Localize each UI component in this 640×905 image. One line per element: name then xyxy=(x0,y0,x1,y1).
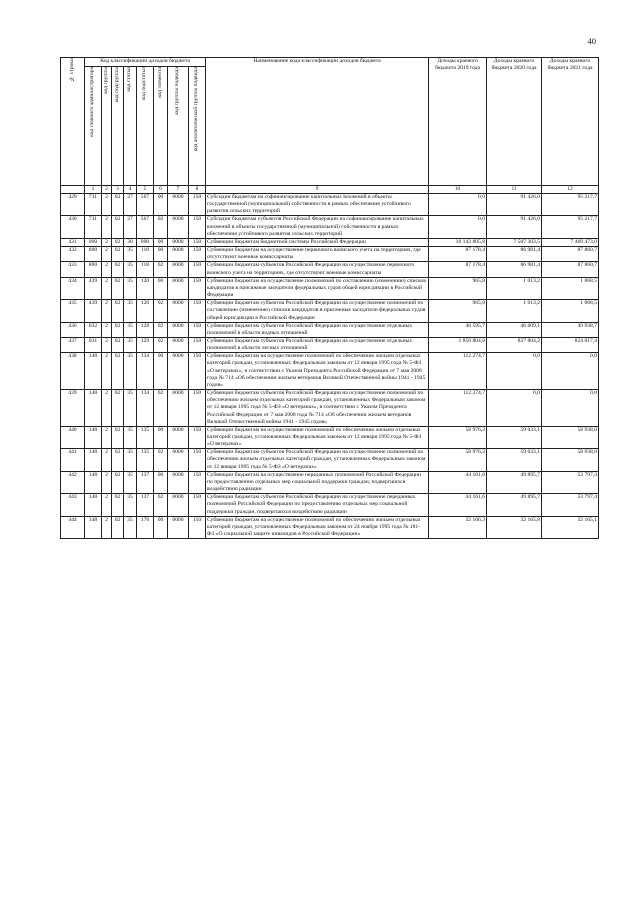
code-subtype-group: 0000 xyxy=(168,262,189,277)
row-description: Субсидии бюджетам на софинансирование капитальных вложений в объекты государственной (муниципальной) собственности в рамках обеспечения устойчивого развития сельских территорий xyxy=(206,194,429,216)
code-element: 02 xyxy=(154,337,168,352)
code-subgroup: 02 xyxy=(112,300,124,322)
income-2020: 86 981,4 xyxy=(487,262,542,277)
code-admin: 031 xyxy=(85,337,102,352)
code-element: 00 xyxy=(154,247,168,262)
income-2020: 0,0 xyxy=(487,353,542,390)
code-admin: 148 xyxy=(85,426,102,448)
code-subarticle: 134 xyxy=(137,353,154,390)
code-admin: 000 xyxy=(85,238,102,246)
row-description: Субвенции бюджетам на осуществление полномочий по обеспечению жильем отдельных категорий граждан, установленных Федеральным законом от 12 января 1995 года № 5-ФЗ «О ветеранах» xyxy=(206,426,429,448)
table-row xyxy=(61,494,599,516)
code-group: 2 xyxy=(102,194,112,216)
code-subarticle: 176 xyxy=(137,516,154,538)
code-analytic-group: 150 xyxy=(189,216,206,238)
code-admin: 439 xyxy=(85,277,102,299)
column-number xyxy=(61,186,85,194)
code-subgroup: 02 xyxy=(112,390,124,427)
code-subarticle: 567 xyxy=(137,216,154,238)
income-2020: 0,0 xyxy=(487,390,542,427)
column-number-row xyxy=(61,186,599,194)
code-group: 2 xyxy=(102,426,112,448)
code-analytic-group: 150 xyxy=(189,516,206,538)
table-row xyxy=(61,449,599,471)
code-analytic-group: 150 xyxy=(189,262,206,277)
code-subtype-group: 0000 xyxy=(168,494,189,516)
code-group: 2 xyxy=(102,337,112,352)
code-article: 35 xyxy=(124,300,137,322)
column-number: 7 xyxy=(168,186,189,194)
row-description: Субвенции бюджетам на осуществление первичного воинского учета на территориях, где отсутствуют военные комиссариаты xyxy=(206,247,429,262)
code-article: 27 xyxy=(124,216,137,238)
code-admin: 148 xyxy=(85,471,102,493)
income-2021: 0,0 xyxy=(542,353,599,390)
income-2021: 0,0 xyxy=(542,390,599,427)
code-analytic-group: 150 xyxy=(189,194,206,216)
table-row xyxy=(61,516,599,538)
row-description: Субвенции бюджетам бюджетной системы Российской Федерации xyxy=(206,238,429,246)
code-admin: 148 xyxy=(85,353,102,390)
income-2019: 0,0 xyxy=(429,194,487,216)
code-article: 35 xyxy=(124,426,137,448)
code-subgroup: 02 xyxy=(112,426,124,448)
income-2019: 44 161,6 xyxy=(429,471,487,493)
income-2019: 46 595,7 xyxy=(429,322,487,337)
row-number: 442 xyxy=(61,471,85,493)
code-group: 2 xyxy=(102,471,112,493)
income-2019: 87 178,4 xyxy=(429,262,487,277)
code-article: 27 xyxy=(124,194,137,216)
income-2020: 59 033,1 xyxy=(487,426,542,448)
income-2021: 1 068,5 xyxy=(542,300,599,322)
header-name: Наименование кода классификации доходов бюджета xyxy=(206,58,429,186)
code-subarticle: 135 xyxy=(137,449,154,471)
code-article: 35 xyxy=(124,277,137,299)
column-number: 6 xyxy=(154,186,168,194)
income-2021: 53 797,4 xyxy=(542,494,599,516)
code-subtype-group: 0000 xyxy=(168,471,189,493)
code-group: 2 xyxy=(102,516,112,538)
row-number: 435 xyxy=(61,300,85,322)
table-row xyxy=(61,247,599,262)
income-2020: 86 981,4 xyxy=(487,247,542,262)
row-number: 440 xyxy=(61,426,85,448)
row-description: Субсидии бюджетам субъектов Российской Федерации на софинансирование капитальных вложений в объекты государственной (муниципальной) собственности в рамках обеспечения устойчивого развития сельских территорий xyxy=(206,216,429,238)
code-analytic-group: 150 xyxy=(189,426,206,448)
code-article: 35 xyxy=(124,337,137,352)
code-article: 35 xyxy=(124,471,137,493)
table-row xyxy=(61,471,599,493)
income-2021: 32 165,1 xyxy=(542,516,599,538)
code-element: 02 xyxy=(154,449,168,471)
table-row xyxy=(61,300,599,322)
code-subarticle: 120 xyxy=(137,277,154,299)
income-2019: 58 976,2 xyxy=(429,426,487,448)
code-element: 00 xyxy=(154,194,168,216)
income-2020: 49 895,7 xyxy=(487,471,542,493)
code-analytic-group: 150 xyxy=(189,322,206,337)
code-group: 2 xyxy=(102,300,112,322)
code-subgroup: 02 xyxy=(112,353,124,390)
income-2019: 965,8 xyxy=(429,300,487,322)
code-subarticle: 134 xyxy=(137,390,154,427)
income-2019: 1 856 804,8 xyxy=(429,337,487,352)
row-description: Субвенции бюджетам на осуществление переданных полномочий Российской Федерации по предоставлению отдельных мер социальной поддержки граждан, подвергшихся воздействию радиации xyxy=(206,471,429,493)
code-analytic-group: 150 xyxy=(189,449,206,471)
code-subgroup: 02 xyxy=(112,322,124,337)
code-analytic-group: 150 xyxy=(189,300,206,322)
code-element: 02 xyxy=(154,390,168,427)
income-2019: 44 161,6 xyxy=(429,494,487,516)
code-element: 02 xyxy=(154,322,168,337)
code-subgroup: 02 xyxy=(112,516,124,538)
budget-revenue-table xyxy=(60,57,599,539)
income-2021: 95 217,7 xyxy=(542,194,599,216)
row-description: Субвенции бюджетам субъектов Российской Федерации на осуществление отдельных полномочий в области водных отношений xyxy=(206,322,429,337)
header-code-subarticle: код подстатьи xyxy=(137,67,154,186)
row-description: Субвенции бюджетам субъектов Российской Федерации на осуществление отдельных полномочий в области лесных отношений xyxy=(206,337,429,352)
code-subtype-group: 0000 xyxy=(168,426,189,448)
code-subgroup: 02 xyxy=(112,449,124,471)
code-group: 2 xyxy=(102,277,112,299)
code-subgroup: 02 xyxy=(112,471,124,493)
income-2019: 0,0 xyxy=(429,216,487,238)
income-2021: 95 217,7 xyxy=(542,216,599,238)
row-description: Субвенции бюджетам субъектов Российской Федерации на осуществление полномочий по обеспечению жильем отдельных категорий граждан, установленных Федеральным законом от 12 января 1995 года № 5-ФЗ «О ветеранах» xyxy=(206,449,429,471)
income-2020: 1 013,2 xyxy=(487,277,542,299)
code-analytic-group: 150 xyxy=(189,238,206,246)
row-number: 430 xyxy=(61,216,85,238)
table-row xyxy=(61,337,599,352)
table-row xyxy=(61,262,599,277)
row-number: 431 xyxy=(61,238,85,246)
code-element: 02 xyxy=(154,216,168,238)
code-element: 00 xyxy=(154,238,168,246)
column-number: 12 xyxy=(542,186,599,194)
row-number: 436 xyxy=(61,322,85,337)
income-2020: 91 426,0 xyxy=(487,194,542,216)
code-subarticle: 000 xyxy=(137,238,154,246)
income-2020: 49 895,7 xyxy=(487,494,542,516)
code-analytic-group: 150 xyxy=(189,277,206,299)
code-admin: 148 xyxy=(85,449,102,471)
code-subtype-group: 0000 xyxy=(168,449,189,471)
income-2019: 87 178,4 xyxy=(429,247,487,262)
column-number: 5 xyxy=(137,186,154,194)
income-2020: 1 013,2 xyxy=(487,300,542,322)
code-subtype-group: 0000 xyxy=(168,516,189,538)
code-analytic-group: 150 xyxy=(189,247,206,262)
header-code-subgroup: код подгруппы xyxy=(112,67,124,186)
table-row xyxy=(61,353,599,390)
row-number: 438 xyxy=(61,353,85,390)
code-group: 2 xyxy=(102,216,112,238)
code-article: 35 xyxy=(124,353,137,390)
income-2020: 7 507 303,5 xyxy=(487,238,542,246)
code-group: 2 xyxy=(102,238,112,246)
income-2021: 58 938,0 xyxy=(542,426,599,448)
code-subtype-group: 0000 xyxy=(168,247,189,262)
column-number: 11 xyxy=(487,186,542,194)
column-number: 8 xyxy=(189,186,206,194)
column-number: 3 xyxy=(112,186,124,194)
income-2021: 58 938,0 xyxy=(542,449,599,471)
code-article: 30 xyxy=(124,238,137,246)
code-article: 35 xyxy=(124,390,137,427)
row-description: Субвенции бюджетам на осуществление полномочий по обеспечению жильем отдельных категорий граждан, установленных Федеральным законом от 24 ноября 1995 года № 181-ФЗ «О социальной защите инвалидов в Российской Федерации» xyxy=(206,516,429,538)
header-code-group-col: код группы xyxy=(102,67,112,186)
code-admin: 148 xyxy=(85,516,102,538)
header-code-admin: код главного администратора xyxy=(85,67,102,186)
code-group: 2 xyxy=(102,449,112,471)
income-2021: 7 469 473,0 xyxy=(542,238,599,246)
income-2019: 112 274,7 xyxy=(429,390,487,427)
code-admin: 800 xyxy=(85,262,102,277)
row-number: 429 xyxy=(61,194,85,216)
code-subarticle: 137 xyxy=(137,471,154,493)
code-group: 2 xyxy=(102,247,112,262)
code-article: 35 xyxy=(124,494,137,516)
code-subarticle: 137 xyxy=(137,494,154,516)
code-subtype-group: 0000 xyxy=(168,238,189,246)
code-admin: 148 xyxy=(85,494,102,516)
code-group: 2 xyxy=(102,262,112,277)
code-analytic-group: 150 xyxy=(189,353,206,390)
header-code-subtype-group: код группы подвида xyxy=(168,67,189,186)
code-subarticle: 135 xyxy=(137,426,154,448)
income-2019: 10 142 805,8 xyxy=(429,238,487,246)
code-subgroup: 02 xyxy=(112,277,124,299)
code-admin: 800 xyxy=(85,247,102,262)
code-element: 00 xyxy=(154,353,168,390)
header-income-2019: Доходы краевого бюджета 2019 года xyxy=(429,58,487,186)
code-element: 00 xyxy=(154,426,168,448)
row-number: 443 xyxy=(61,494,85,516)
header-code-analytic-group: код аналитической группы подвида xyxy=(189,67,206,186)
code-article: 35 xyxy=(124,516,137,538)
income-2019: 58 976,2 xyxy=(429,449,487,471)
code-admin: 711 xyxy=(85,216,102,238)
row-description: Субвенции бюджетам субъектов Российской Федерации на осуществление переданных полномочий Российской Федерации по предоставлению отдельных мер социальной поддержки граждан, подвергшихся воздействию радиации xyxy=(206,494,429,516)
header-code-article: код статьи xyxy=(124,67,137,186)
row-number: 432 xyxy=(61,247,85,262)
code-subgroup: 02 xyxy=(112,262,124,277)
income-2021: 87 860,7 xyxy=(542,247,599,262)
code-subtype-group: 0000 xyxy=(168,300,189,322)
code-element: 00 xyxy=(154,277,168,299)
code-subtype-group: 0000 xyxy=(168,322,189,337)
row-description: Субвенции бюджетам субъектов Российской Федерации на осуществление полномочий по составлению (изменению) списков кандидатов в присяжные заседатели федеральных судов общей юрисдикции в Российской Федерации xyxy=(206,300,429,322)
code-subarticle: 567 xyxy=(137,194,154,216)
code-subarticle: 128 xyxy=(137,322,154,337)
code-element: 00 xyxy=(154,471,168,493)
column-number: 4 xyxy=(124,186,137,194)
row-description: Субвенции бюджетам субъектов Российской Федерации на осуществление полномочий по обеспечению жильем отдельных категорий граждан, установленных Федеральным законом от 12 января 1995 года № 5-ФЗ «О ветеранах», в соответствии с Указом Президента Российской Федерации от 7 мая 2008 года № 714 «Об обеспечении жильем ветеранов Великой Отечественной войны 1941 - 1945 годов» xyxy=(206,390,429,427)
row-number: 444 xyxy=(61,516,85,538)
code-subarticle: 118 xyxy=(137,262,154,277)
table-row xyxy=(61,426,599,448)
code-admin: 032 xyxy=(85,322,102,337)
income-2021: 49 938,7 xyxy=(542,322,599,337)
row-number: 434 xyxy=(61,277,85,299)
code-subgroup: 02 xyxy=(112,337,124,352)
code-admin: 711 xyxy=(85,194,102,216)
income-2020: 32 165,8 xyxy=(487,516,542,538)
income-2020: 91 426,0 xyxy=(487,216,542,238)
code-admin: 439 xyxy=(85,300,102,322)
page-number: 40 xyxy=(587,36,596,46)
code-element: 02 xyxy=(154,262,168,277)
code-subgroup: 02 xyxy=(112,494,124,516)
code-group: 2 xyxy=(102,322,112,337)
income-2021: 1 068,5 xyxy=(542,277,599,299)
income-2021: 53 797,4 xyxy=(542,471,599,493)
header-code-group: Код классификации доходов бюджета xyxy=(85,58,206,67)
row-number: 433 xyxy=(61,262,85,277)
code-element: 02 xyxy=(154,494,168,516)
column-number: 1 xyxy=(85,186,102,194)
row-description: Субвенции бюджетам на осуществление полномочий по обеспечению жильем отдельных категорий граждан, установленных Федеральным законом от 12 января 1995 года № 5-ФЗ «О ветеранах», в соответствии с Указом Президента Российской Федерации от 7 мая 2008 года № 714 «Об обеспечении жильем ветеранов Великой Отечественной войны 1941 - 1945 годов» xyxy=(206,353,429,390)
row-number: 441 xyxy=(61,449,85,471)
income-2019: 32 166,3 xyxy=(429,516,487,538)
code-element: 02 xyxy=(154,300,168,322)
table-row xyxy=(61,238,599,246)
header-row-number: № строки xyxy=(61,58,85,186)
income-2020: 46 609,1 xyxy=(487,322,542,337)
code-subgroup: 02 xyxy=(112,238,124,246)
code-subgroup: 02 xyxy=(112,194,124,216)
header-code-element: код элемента xyxy=(154,67,168,186)
code-analytic-group: 150 xyxy=(189,390,206,427)
income-2021: 87 860,7 xyxy=(542,262,599,277)
code-subtype-group: 0000 xyxy=(168,216,189,238)
code-subgroup: 02 xyxy=(112,247,124,262)
code-subtype-group: 0000 xyxy=(168,277,189,299)
code-subarticle: 118 xyxy=(137,247,154,262)
table-row xyxy=(61,216,599,238)
code-subtype-group: 0000 xyxy=(168,337,189,352)
code-group: 2 xyxy=(102,353,112,390)
table-row xyxy=(61,322,599,337)
income-2020: 827 804,2 xyxy=(487,337,542,352)
column-number: 10 xyxy=(429,186,487,194)
code-subtype-group: 0000 xyxy=(168,194,189,216)
code-element: 00 xyxy=(154,516,168,538)
code-subtype-group: 0000 xyxy=(168,353,189,390)
code-group: 2 xyxy=(102,494,112,516)
code-analytic-group: 150 xyxy=(189,471,206,493)
column-number: 9 xyxy=(206,186,429,194)
row-description: Субвенции бюджетам субъектов Российской Федерации на осуществление первичного воинского учета на территориях, где отсутствуют военные комиссариаты xyxy=(206,262,429,277)
income-2021: 824 017,4 xyxy=(542,337,599,352)
code-analytic-group: 150 xyxy=(189,494,206,516)
code-subarticle: 120 xyxy=(137,300,154,322)
header-income-2020: Доходы краевого бюджета 2020 года xyxy=(487,58,542,186)
column-number: 2 xyxy=(102,186,112,194)
code-group: 2 xyxy=(102,390,112,427)
code-article: 35 xyxy=(124,247,137,262)
income-2020: 59 033,1 xyxy=(487,449,542,471)
row-description: Субвенции бюджетам на осуществление полномочий по составлению (изменению) списков кандидатов в присяжные заседатели федеральных судов общей юрисдикции в Российской Федерации xyxy=(206,277,429,299)
code-article: 35 xyxy=(124,322,137,337)
code-subtype-group: 0000 xyxy=(168,390,189,427)
table-row xyxy=(61,390,599,427)
table-row xyxy=(61,277,599,299)
income-2019: 112 274,7 xyxy=(429,353,487,390)
code-subarticle: 129 xyxy=(137,337,154,352)
code-subgroup: 02 xyxy=(112,216,124,238)
income-2019: 965,8 xyxy=(429,277,487,299)
code-admin: 148 xyxy=(85,390,102,427)
row-number: 439 xyxy=(61,390,85,427)
table-row xyxy=(61,194,599,216)
code-article: 35 xyxy=(124,262,137,277)
header-income-2021: Доходы краевого бюджета 2021 года xyxy=(542,58,599,186)
code-analytic-group: 150 xyxy=(189,337,206,352)
code-article: 35 xyxy=(124,449,137,471)
row-number: 437 xyxy=(61,337,85,352)
